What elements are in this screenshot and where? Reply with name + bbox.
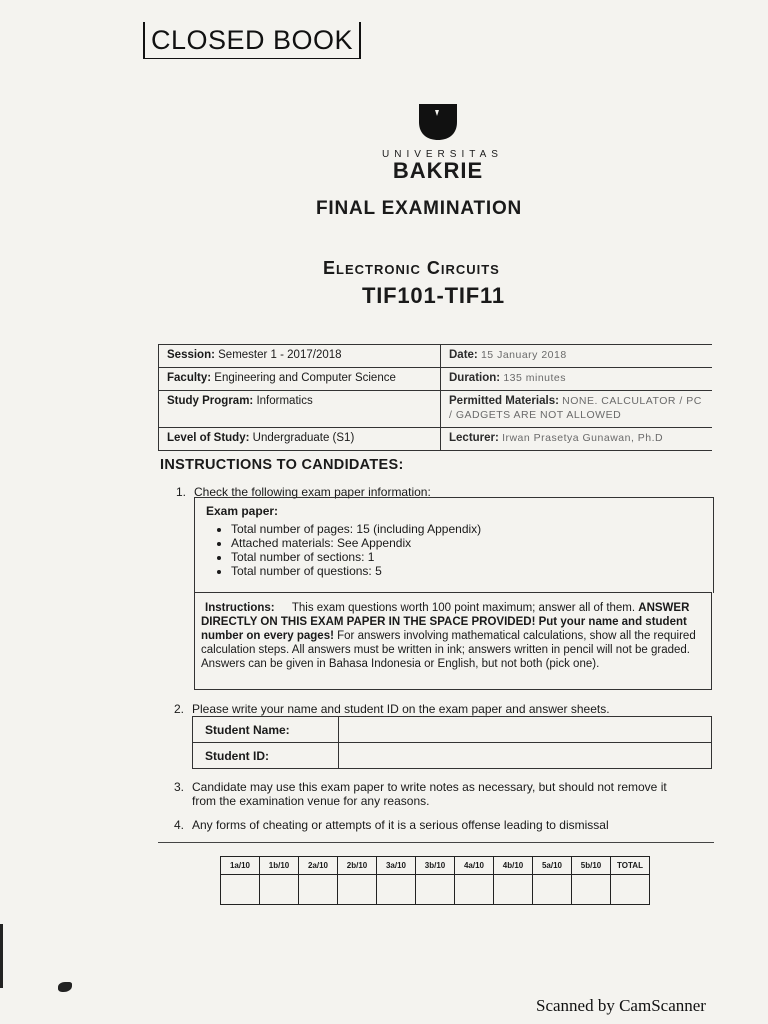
table-row [193, 717, 712, 743]
university-label: UNIVERSITAS [382, 149, 503, 160]
score-cell[interactable] [260, 875, 299, 905]
score-header: 5a/10 [533, 857, 572, 875]
score-header: 5b/10 [572, 857, 611, 875]
table-row [159, 391, 713, 428]
permitted-materials-value: NONE. CALCULATOR / PC / GADGETS ARE NOT ALLOWED [449, 395, 702, 421]
university-name: BAKRIE [392, 158, 484, 183]
item-text-line-2: from the examination venue for any reasons. [192, 794, 430, 808]
duration-cell [441, 368, 713, 391]
list-item: • Total number of sections: 1 [231, 550, 713, 564]
score-cell[interactable] [455, 875, 494, 905]
exam-info-table [158, 344, 712, 451]
level-label: Level of Study: [167, 432, 250, 444]
item-text: Any forms of cheating or attempts of it is a serious offense leading to dismissal [192, 818, 609, 832]
instructions-heading: INSTRUCTIONS TO CANDIDATES: [160, 457, 404, 473]
item-text: Please write your name and student ID on the exam paper and answer sheets. [192, 702, 610, 716]
score-header-total: TOTAL [611, 857, 650, 875]
score-cell[interactable] [221, 875, 260, 905]
instructions-bold-text: ANSWER DIRECTLY ON THIS EXAM PAPER IN THE SPACE PROVIDED! Put your name and student number on every pages! [201, 602, 690, 642]
table-row [159, 368, 713, 391]
study-program-label: Study Program: [167, 395, 254, 407]
instructions-text-2: For answers involving mathematical calculations, show all the required calculation steps. All answers must be written in ink; answers written in pencil will not be graded. Answers can be given in Bahasa Indonesia or English, but not both (pick one). [201, 630, 696, 670]
instruction-item-3 [174, 780, 714, 808]
study-program-cell [159, 391, 441, 428]
instructions-label: Instructions: [205, 602, 275, 614]
instructions-text-1: This exam questions worth 100 point maximum; answer all of them. [291, 602, 636, 614]
exam-title: FINAL EXAMINATION [316, 198, 523, 219]
lecturer-label: Lecturer: [449, 432, 499, 444]
exam-paper-list [195, 522, 713, 578]
score-value-row [221, 875, 650, 905]
university-logo [378, 102, 503, 183]
faculty-label: Faculty: [167, 372, 212, 384]
date-label: Date: [449, 349, 478, 361]
date-value: 15 January 2018 [480, 349, 567, 361]
faculty-cell [159, 368, 441, 391]
item-number: 1. [176, 485, 187, 499]
instructions-box [194, 592, 712, 690]
lecturer-value: Irwan Prasetya Gunawan, Ph.D [502, 432, 664, 444]
list-item: • Total number of pages: 15 (including Appendix) [231, 522, 713, 536]
list-item: • Total number of questions: 5 [231, 564, 713, 578]
faculty-value: Engineering and Computer Science [214, 372, 396, 384]
student-name-label: Student Name: [193, 717, 339, 743]
score-cell[interactable] [494, 875, 533, 905]
table-row [159, 345, 713, 368]
course-code: TIF101-TIF11 [362, 283, 505, 308]
scanner-watermark: Scanned by CamScanner [536, 996, 706, 1015]
score-cell[interactable] [533, 875, 572, 905]
score-cell[interactable] [338, 875, 377, 905]
item-number: 4. [174, 818, 185, 832]
score-header: 3a/10 [377, 857, 416, 875]
instruction-item-4 [174, 818, 609, 832]
item-text-line-1: Candidate may use this exam paper to write notes as necessary, but should not remove it [192, 780, 667, 794]
instruction-item-2 [174, 702, 610, 716]
student-id-label: Student ID: [193, 743, 339, 769]
level-value: Undergraduate (S1) [252, 432, 355, 444]
closed-book-label: CLOSED BOOK [143, 22, 361, 59]
scan-edge-mark [0, 924, 3, 988]
divider [158, 842, 714, 843]
score-header-row [221, 857, 650, 875]
ink-smudge [58, 982, 72, 992]
session-label: Session: [167, 349, 215, 361]
score-cell-total[interactable] [611, 875, 650, 905]
list-item: • Attached materials: See Appendix [231, 536, 713, 550]
item-text: Check the following exam paper information: [194, 485, 431, 499]
score-cell[interactable] [416, 875, 455, 905]
duration-value: 135 minutes [503, 372, 567, 384]
date-cell [441, 345, 713, 368]
session-value: Semester 1 - 2017/2018 [218, 349, 342, 361]
lecturer-cell [441, 428, 713, 451]
score-cell[interactable] [299, 875, 338, 905]
table-row [193, 743, 712, 769]
score-header: 2b/10 [338, 857, 377, 875]
session-cell [159, 345, 441, 368]
score-cell[interactable] [377, 875, 416, 905]
duration-label: Duration: [449, 372, 501, 384]
exam-paper-heading: Exam paper: [206, 504, 279, 518]
shield-logo-icon [415, 102, 461, 142]
course-title: Electronic Circuits [323, 258, 500, 278]
exam-paper-box [194, 497, 714, 593]
permitted-materials-cell [441, 391, 713, 428]
item-number: 3. [174, 780, 185, 794]
student-name-field[interactable] [339, 717, 712, 743]
score-header: 4a/10 [455, 857, 494, 875]
study-program-value: Informatics [256, 395, 313, 407]
score-header: 3b/10 [416, 857, 455, 875]
score-header: 2a/10 [299, 857, 338, 875]
student-info-table [192, 716, 712, 769]
table-row [159, 428, 713, 451]
item-number: 2. [174, 702, 185, 716]
score-header: 4b/10 [494, 857, 533, 875]
score-header: 1a/10 [221, 857, 260, 875]
score-table [220, 856, 650, 905]
permitted-materials-label: Permitted Materials: [449, 395, 559, 407]
score-cell[interactable] [572, 875, 611, 905]
score-header: 1b/10 [260, 857, 299, 875]
student-id-field[interactable] [339, 743, 712, 769]
level-cell [159, 428, 441, 451]
